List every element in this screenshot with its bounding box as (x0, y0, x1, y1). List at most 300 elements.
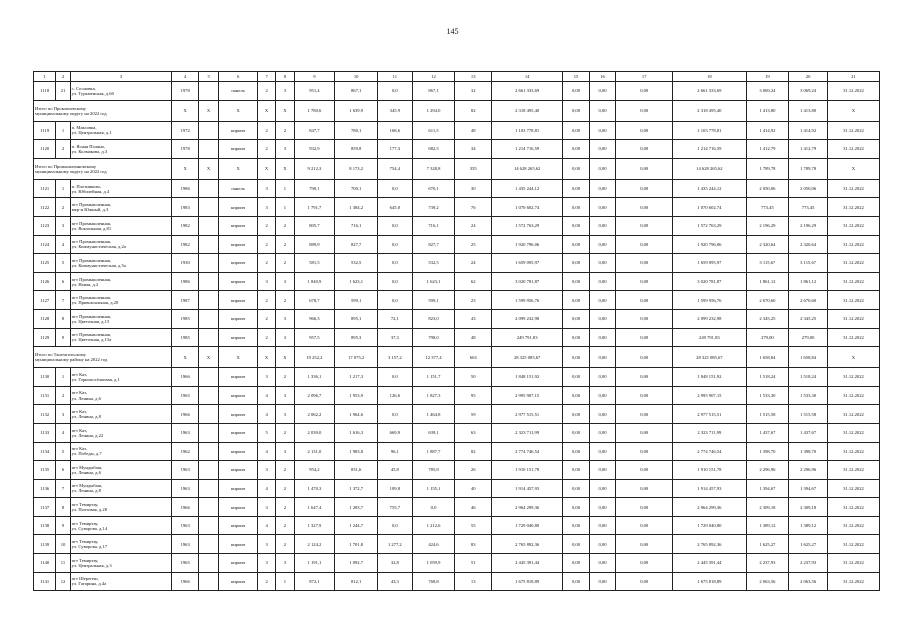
table-cell: 1 389,12 (746, 516, 789, 535)
column-number-cell: 17 (616, 72, 673, 82)
table-cell: 682,5 (412, 140, 455, 159)
table-cell: 1982 (172, 235, 198, 254)
table-cell: 2 039,0 (294, 423, 335, 442)
table-cell: 0,00 (616, 554, 673, 573)
table-cell: 1 (276, 179, 294, 198)
table-cell: 669,9 (378, 423, 413, 442)
table-cell: 4 (56, 235, 70, 254)
table-cell: 1 103 778,81 (492, 121, 563, 140)
table-cell: 645,0 (378, 198, 413, 217)
table-cell: 2 (257, 216, 275, 235)
table-row (34, 516, 880, 535)
table-cell: 0,00 (563, 82, 589, 101)
table-cell: 0,00 (589, 347, 615, 368)
table-cell: 0,00 (616, 328, 673, 347)
table-cell: 1 599 956,76 (673, 291, 746, 310)
table-cell: 1 413,80 (746, 100, 789, 121)
table-cell: 355 (455, 158, 492, 179)
column-number-cell: 2 (56, 72, 70, 82)
table-cell: 0,00 (563, 272, 589, 291)
table-cell: 1963 (172, 461, 198, 480)
table-cell: 1 394,67 (746, 479, 789, 498)
table-cell: 1138 (34, 516, 56, 535)
table-cell: кирпич (219, 479, 258, 498)
table-cell: 0,0 (378, 235, 413, 254)
table-cell: 3 (276, 442, 294, 461)
table-cell: 0,0 (412, 498, 455, 517)
table-cell: 2 977 515,51 (492, 405, 563, 424)
address-cell: пгт Каз, ул. Победы, д.7 (70, 442, 172, 461)
table-cell: 0,00 (616, 461, 673, 480)
table-cell: 2 765 892,36 (492, 535, 563, 554)
table-cell: 2 (276, 291, 294, 310)
address-cell: пгт Мундыбаш, ул. Ленина, д.8 (70, 479, 172, 498)
table-row (34, 82, 880, 101)
table-cell: 0,00 (589, 535, 615, 554)
address-cell: п. Ясная Поляна, ул. Колмакова, д.3 (70, 140, 172, 159)
table-cell: 2 (276, 535, 294, 554)
table-row (34, 216, 880, 235)
table-cell: 2 096,7 (294, 386, 335, 405)
table-cell: 790,1 (294, 179, 335, 198)
table-cell: 1930 (172, 254, 198, 273)
table-cell: 859,8 (335, 140, 378, 159)
table-cell: 2 345,25 (789, 309, 828, 328)
table-cell: 599,1 (412, 291, 455, 310)
table-cell: кирпич (219, 516, 258, 535)
address-cell: п. Максовка, ул. Центральная, д.1 (70, 121, 172, 140)
table-cell: кирпич (219, 386, 258, 405)
table-cell: 0,00 (563, 479, 589, 498)
table-cell (198, 216, 218, 235)
table-cell: 0,00 (589, 158, 615, 179)
address-cell: пгт Промышленная, ул. Коммунистическая, д.2а (70, 235, 172, 254)
table-cell: X (198, 100, 218, 121)
table-cell: 2 964 299,36 (673, 498, 746, 517)
table-cell: 31.12.2022 (827, 442, 879, 461)
address-cell: пгт Промышленная, мкр-н Южный, д.3 (70, 198, 172, 217)
table-cell: 2 309,18 (746, 498, 789, 517)
table-row (34, 554, 880, 573)
table-cell: 63 (455, 423, 492, 442)
table-cell: 2 (56, 140, 70, 159)
table-cell: 0,00 (563, 121, 589, 140)
column-number-cell: 9 (294, 72, 335, 82)
table-cell: X (827, 100, 879, 121)
table-cell: 0,00 (563, 405, 589, 424)
table-cell (198, 516, 218, 535)
table-cell: 1 414,92 (789, 121, 828, 140)
column-number-cell: 16 (589, 72, 615, 82)
table-cell: 14 628 265,62 (673, 158, 746, 179)
table-cell: кирпич (219, 121, 258, 140)
column-number-cell: 1 (34, 72, 56, 82)
table-cell: 895,1 (335, 309, 378, 328)
table-cell: 17 075,2 (335, 347, 378, 368)
table-cell: 1966 (172, 368, 198, 387)
table-cell: 1 675 818,89 (673, 572, 746, 591)
subtotal-label: Итого по Таштагольскому муниципальному району на 2022 год (34, 347, 172, 368)
table-cell: 1983 (172, 198, 198, 217)
table-cell: 867,1 (412, 82, 455, 101)
table-row (34, 254, 880, 273)
table-cell: 1 437,67 (789, 423, 828, 442)
table-cell: кирпич (219, 328, 258, 347)
table-cell: 8 173,2 (335, 158, 378, 179)
table-row (34, 291, 880, 310)
table-cell (198, 198, 218, 217)
column-number-cell: 14 (492, 72, 563, 82)
table-cell: 0,00 (563, 442, 589, 461)
address-cell: пгт Каз, ул. Ленина, д.22 (70, 423, 172, 442)
table-cell: кирпич (219, 198, 258, 217)
table-cell (198, 309, 218, 328)
table-cell: 0,00 (589, 479, 615, 498)
table-cell: 0,0 (378, 405, 413, 424)
table-cell: 1 412,79 (789, 140, 828, 159)
table-cell: 1118 (34, 82, 56, 101)
table-cell: 4 (56, 423, 70, 442)
table-cell: 3 (276, 405, 294, 424)
column-number-cell: 12 (412, 72, 455, 82)
table-cell: 1126 (34, 272, 56, 291)
table-cell: 2 995 907,15 (492, 386, 563, 405)
table-cell (198, 442, 218, 461)
table-cell: 0,00 (563, 216, 589, 235)
table-cell: 1 515,58 (789, 405, 828, 424)
table-cell: 1986 (172, 272, 198, 291)
table-cell: 0,00 (616, 198, 673, 217)
table-cell: 1 437,67 (746, 423, 789, 442)
table-cell: 812,1 (335, 572, 378, 591)
table-cell: 43,3 (378, 572, 413, 591)
table-cell: 2 (257, 254, 275, 273)
table-cell: 1 372,7 (335, 479, 378, 498)
table-cell: 11 (56, 554, 70, 573)
table-cell: 1965 (172, 554, 198, 573)
address-cell: пгт Мундыбаш, ул. Ленина, д.6 (70, 461, 172, 480)
table-cell: 1 394,67 (789, 479, 828, 498)
table-cell: 957,5 (294, 328, 335, 347)
table-cell: 7 (56, 291, 70, 310)
table-cell: 424,6 (412, 535, 455, 554)
table-cell: 1 789,78 (746, 158, 789, 179)
table-cell: 2 (276, 516, 294, 535)
table-cell: 1 (276, 572, 294, 591)
table-cell: 1 623,1 (412, 272, 455, 291)
table-row (34, 461, 880, 480)
table-cell: 1139 (34, 535, 56, 554)
table-cell: 1 791,7 (294, 198, 335, 217)
column-number-cell: 5 (198, 72, 218, 82)
table-row (34, 535, 880, 554)
table-cell: 2 309,18 (789, 498, 828, 517)
table-cell: 2 (56, 386, 70, 405)
address-cell: пгт Промышленная, ул. Привокзальная, д.20 (70, 291, 172, 310)
table-cell: 0,0 (378, 216, 413, 235)
table-cell: 3 (257, 272, 275, 291)
table-cell: 0,0 (378, 272, 413, 291)
table-row (34, 405, 880, 424)
table-cell: 109,8 (378, 479, 413, 498)
table-cell: 954,2 (294, 461, 335, 480)
table-cell: 1 701,8 (335, 535, 378, 554)
table-cell: 31.12.2022 (827, 368, 879, 387)
table-cell: 1119 (34, 121, 56, 140)
table-cell: 0,00 (616, 140, 673, 159)
table-cell: кирпич (219, 535, 258, 554)
table-cell: 82 (455, 442, 492, 461)
table-cell: 0,00 (589, 461, 615, 480)
table-cell: X (198, 158, 218, 179)
table-cell: 1966 (172, 405, 198, 424)
table-cell: 0,0 (378, 368, 413, 387)
table-row (34, 309, 880, 328)
table-cell: 1 914 457,93 (492, 479, 563, 498)
table-cell: 45,8 (378, 461, 413, 480)
table-cell: 2 (276, 479, 294, 498)
table-cell: 2 (56, 198, 70, 217)
table-cell: 2 063,56 (746, 572, 789, 591)
table-cell: 168,6 (378, 121, 413, 140)
table-cell: панель (219, 179, 258, 198)
table-cell: 0,00 (563, 291, 589, 310)
table-cell: 83 (455, 535, 492, 554)
table-cell: 1134 (34, 442, 56, 461)
table-cell: 1141 (34, 572, 56, 591)
table-cell: 1130 (34, 368, 56, 387)
table-cell: 1 470,3 (294, 479, 335, 498)
table-cell: 31.12.2022 (827, 572, 879, 591)
table-cell (198, 82, 218, 101)
table-cell: 3 (257, 198, 275, 217)
table-cell: 48 (455, 328, 492, 347)
table-cell: 1 (56, 368, 70, 387)
table-cell: 0,00 (616, 347, 673, 368)
table-cell: 3 069,24 (746, 82, 789, 101)
table-cell: 345,9 (378, 100, 413, 121)
table-cell: 785,8 (412, 461, 455, 480)
table-cell (198, 479, 218, 498)
table-cell: кирпич (219, 572, 258, 591)
table-cell: 2 774 746,54 (673, 442, 746, 461)
table-cell: панель (219, 82, 258, 101)
table-cell: 1963 (172, 479, 198, 498)
table-cell: 46 (455, 498, 492, 517)
table-row (34, 272, 880, 291)
table-row (34, 368, 880, 387)
table-cell: кирпич (219, 405, 258, 424)
table-cell: 9 (56, 516, 70, 535)
table-cell: кирпич (219, 461, 258, 480)
table-cell: 8 (56, 309, 70, 328)
table-row (34, 479, 880, 498)
table-cell: 25 (455, 235, 492, 254)
table-cell: 3 (257, 498, 275, 517)
table-cell (198, 386, 218, 405)
table-cell: 7 (56, 479, 70, 498)
table-cell: 1 244,7 (335, 516, 378, 535)
table-cell: 1986 (172, 179, 198, 198)
table-cell: 0,00 (563, 100, 589, 121)
table-cell: 0,00 (616, 235, 673, 254)
table-cell: 2 (257, 82, 275, 101)
table-cell: 1 389,12 (789, 516, 828, 535)
table-cell: 249 791,83 (492, 328, 563, 347)
table-cell: 1 413,80 (789, 100, 828, 121)
address-cell: пгт Темиртау, ул. Центральная, д.3 (70, 554, 172, 573)
subtotal-row (34, 158, 880, 179)
table-cell: 5 (56, 442, 70, 461)
table-cell: 0,00 (589, 291, 615, 310)
table-cell: кирпич (219, 423, 258, 442)
subtotal-row (34, 100, 880, 121)
table-cell: 1 151,7 (412, 368, 455, 387)
table-cell: 2 063,56 (789, 572, 828, 591)
table-cell: 31.12.2022 (827, 272, 879, 291)
table-cell: 1 953,9 (335, 386, 378, 405)
table-cell: 2 323 711,99 (673, 423, 746, 442)
table-cell: 1121 (34, 179, 56, 198)
table-cell: 700,1 (335, 179, 378, 198)
table-cell: 2 (276, 423, 294, 442)
table-cell: 0,00 (616, 405, 673, 424)
table-cell: 4 (257, 405, 275, 424)
table-cell: 1 983,8 (335, 442, 378, 461)
table-cell: 4 (257, 479, 275, 498)
table-cell: 279,00 (789, 328, 828, 347)
table-cell: 3 115,67 (789, 254, 828, 273)
table-cell: 1 920 796,06 (492, 235, 563, 254)
table-cell: 2 318 495,40 (492, 100, 563, 121)
table-cell: 827,7 (412, 235, 455, 254)
column-number-cell: 6 (219, 72, 258, 82)
table-cell: 24 (455, 254, 492, 273)
table-cell: 95 (455, 386, 492, 405)
table-cell: 2 995 907,15 (673, 386, 746, 405)
table-cell: кирпич (219, 140, 258, 159)
table-cell: 28 325 085,67 (492, 347, 563, 368)
table-cell: 0,00 (563, 347, 589, 368)
table-cell: 2 196,29 (746, 216, 789, 235)
table-cell: 0,00 (589, 140, 615, 159)
table-cell: 1 848 151,92 (492, 368, 563, 387)
table-cell: 0,00 (589, 386, 615, 405)
table-cell: 1972 (172, 121, 198, 140)
table-cell: 1 103 778,81 (673, 121, 746, 140)
table-cell: 0,00 (589, 254, 615, 273)
table-cell: 1 533,30 (746, 386, 789, 405)
table-cell: 2 (257, 572, 275, 591)
table-cell: 1 659 095,97 (492, 254, 563, 273)
table-cell: 1 964,6 (335, 405, 378, 424)
table-cell: 1 625,27 (746, 535, 789, 554)
table-cell: 1123 (34, 216, 56, 235)
table-cell: 7 328,8 (412, 158, 455, 179)
table-cell: 3 (56, 216, 70, 235)
table-cell: 3 069,24 (789, 82, 828, 101)
table-cell: 0,00 (616, 498, 673, 517)
table-cell (198, 572, 218, 591)
table-cell: 0,00 (616, 100, 673, 121)
table-cell: 12 (56, 572, 70, 591)
table-cell: 2 (257, 235, 275, 254)
table-cell: 0,0 (378, 291, 413, 310)
table-cell: 0,00 (589, 554, 615, 573)
table-cell: 31.12.2022 (827, 554, 879, 573)
table-cell: 0,00 (589, 572, 615, 591)
table-cell: 1963 (172, 516, 198, 535)
table-cell: 0,00 (589, 423, 615, 442)
table-cell: 96,1 (378, 442, 413, 461)
table-cell: X (219, 100, 258, 121)
table-cell: 2 964 299,36 (492, 498, 563, 517)
table-cell: 2 050,06 (789, 179, 828, 198)
table-cell: 581,5 (294, 254, 335, 273)
table-cell (198, 254, 218, 273)
table-cell: 0,00 (589, 121, 615, 140)
table-cell: 889,9 (294, 235, 335, 254)
table-cell: 1135 (34, 461, 56, 480)
table-cell: 3 (276, 140, 294, 159)
table-cell: 951,4 (294, 82, 335, 101)
table-cell: X (172, 100, 198, 121)
table-cell: 1131 (34, 386, 56, 405)
table-cell: 2 (257, 328, 275, 347)
table-cell: 1 515,58 (746, 405, 789, 424)
table-cell: 0,00 (616, 516, 673, 535)
table-cell: 1 675 818,89 (492, 572, 563, 591)
column-number-cell: 11 (378, 72, 413, 82)
table-cell: 2 670,60 (746, 291, 789, 310)
table-cell (198, 291, 218, 310)
table-cell: 0,00 (589, 309, 615, 328)
table-cell: 768,8 (412, 572, 455, 591)
table-cell: 0,00 (563, 309, 589, 328)
table-cell: 0,0 (378, 179, 413, 198)
table-cell: 1 789,78 (789, 158, 828, 179)
table-cell: X (276, 158, 294, 179)
table-cell: 32 (455, 82, 492, 101)
table-cell: 31.12.2022 (827, 121, 879, 140)
table-cell: кирпич (219, 272, 258, 291)
table-cell: 0,00 (616, 386, 673, 405)
table-cell: 599,1 (335, 291, 378, 310)
table-cell: 823,0 (412, 309, 455, 328)
table-cell: 3 (276, 328, 294, 347)
table-cell: 0,00 (616, 309, 673, 328)
table-cell: 678,7 (294, 291, 335, 310)
table-cell: 31.12.2022 (827, 328, 879, 347)
table-cell: 1 729 040,80 (673, 516, 746, 535)
table-cell: 1 647,4 (294, 498, 335, 517)
table-cell: 3 020 781,87 (673, 272, 746, 291)
table-cell: 1 840,9 (294, 272, 335, 291)
table-cell: 3 157,2 (378, 347, 413, 368)
table-cell: кирпич (219, 216, 258, 235)
subtotal-row (34, 347, 880, 368)
table-cell: 3 (56, 405, 70, 424)
table-cell: 1 659 095,97 (673, 254, 746, 273)
column-number-cell: 4 (172, 72, 198, 82)
table-cell: 0,00 (563, 140, 589, 159)
table-cell: 2 320,64 (746, 235, 789, 254)
table-cell: 0,00 (616, 216, 673, 235)
table-cell: 1 658,84 (746, 347, 789, 368)
table-cell: 177,3 (378, 140, 413, 159)
table-cell: 670,1 (412, 179, 455, 198)
table-cell: 4 (257, 442, 275, 461)
